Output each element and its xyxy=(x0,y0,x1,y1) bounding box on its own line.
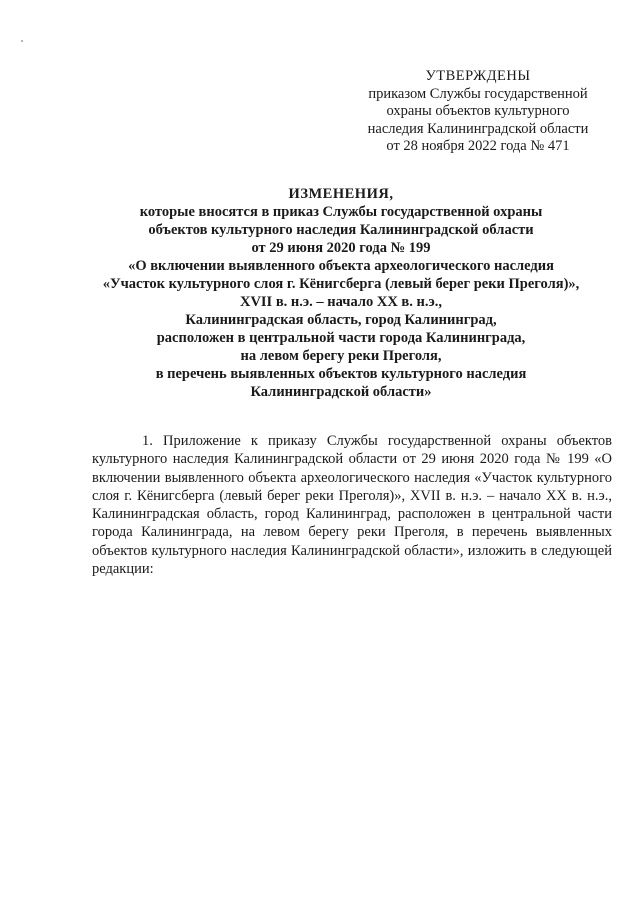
changes-line: «Участок культурного слоя г. Кёнигсберга (левый берег реки Преголя)», xyxy=(102,276,580,292)
changes-line: в перечень выявленных объектов культурного наследия xyxy=(155,366,527,382)
approval-line: охраны объектов культурного xyxy=(386,103,570,119)
changes-line: «О включении выявленного объекта археологического наследия xyxy=(128,258,554,274)
approval-heading: УТВЕРЖДЕНЫ xyxy=(425,68,531,84)
changes-line: Калининградской области» xyxy=(250,384,432,400)
changes-line: объектов культурного наследия Калининградской области xyxy=(148,222,534,238)
approval-line: от 28 ноября 2022 года № 471 xyxy=(386,138,570,154)
changes-line: XVII в. н.э. – начало XX в. н.э., xyxy=(239,294,443,310)
approval-block xyxy=(350,68,606,156)
changes-line: Калининградская область, город Калининград, xyxy=(185,312,497,328)
scan-speck xyxy=(21,40,23,42)
changes-line: на левом берегу реки Преголя, xyxy=(240,348,442,364)
body-paragraph: 1. Приложение к приказу Службы государственной охраны объектов культурного наследия Калининградской области от 29 июня 2020 года № 199 «О включении выявленного объекта археологического наследия «Участок культурного слоя г. Кёнигсберга (левый берег реки Преголя)», XVII в. н.э. – начало XX в. н.э., Калининградская область, город Калининград, расположен в центральной части города Калининграда, на левом берегу реки Преголя, в перечень выявленных объектов культурного наследия Калининградской области», изложить в следующей редакции: xyxy=(92,433,612,578)
approval-line: наследия Калининградской области xyxy=(367,120,589,137)
changes-heading: ИЗМЕНЕНИЯ, xyxy=(288,186,394,202)
changes-line: которые вносятся в приказ Службы государственной охраны xyxy=(139,204,543,220)
changes-line: от 29 июня 2020 года № 199 xyxy=(251,240,431,256)
approval-line: приказом Службы государственной xyxy=(368,85,588,102)
changes-title-block xyxy=(70,185,612,401)
changes-line: расположен в центральной части города Калининграда, xyxy=(156,330,526,346)
